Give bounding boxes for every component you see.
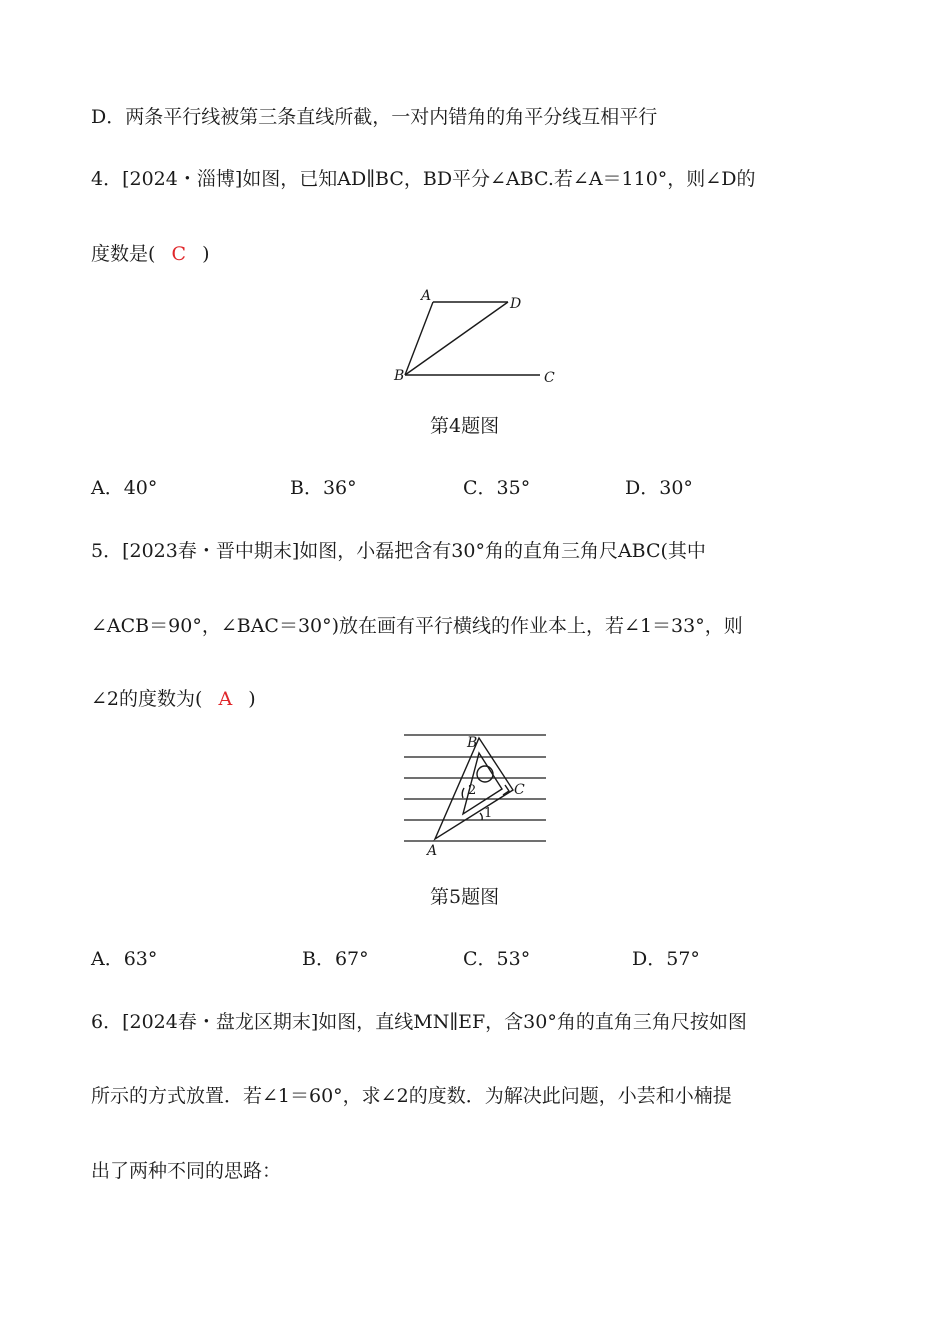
- q5-label-angle2: 2: [468, 783, 477, 798]
- q5-stem-line1: 5．[2023春・晋中期末]如图，小磊把含有30°角的直角三角尺ABC(其中: [91, 540, 706, 562]
- q5-label-b: B: [467, 735, 478, 751]
- q6-stem-line3: 出了两种不同的思路：: [91, 1160, 282, 1182]
- q6-stem-line2: 所示的方式放置．若∠1＝60°，求∠2的度数．为解决此问题，小芸和小楠提: [91, 1085, 732, 1107]
- q5-answer: A: [218, 688, 233, 710]
- q4-stem-line1: 4．[2024・淄博]如图，已知AD∥BC，BD平分∠ABC.若∠A＝110°，则∠D的: [91, 168, 756, 190]
- q4-label-c: C: [544, 370, 555, 386]
- q5-stem-suffix: ): [248, 688, 256, 710]
- q4-segment-bd: [405, 302, 508, 375]
- q4-figure: [385, 285, 575, 390]
- q4-stem-line2: [91, 245, 209, 264]
- q4-label-a: A: [421, 288, 432, 304]
- q5-label-a: A: [427, 843, 438, 859]
- q4-stem-prefix: 度数是(: [91, 243, 156, 265]
- q4-label-b: B: [394, 368, 405, 384]
- q5-angle1-arc: [480, 813, 482, 820]
- q5-option-b: B．67°: [302, 948, 369, 970]
- q4-option-c: C．35°: [463, 477, 531, 499]
- q5-option-d: D．57°: [632, 948, 700, 970]
- q6-stem-line1: 6．[2024春・盘龙区期末]如图，直线MN∥EF，含30°角的直角三角尺按如图: [91, 1011, 747, 1033]
- q4-label-d: D: [510, 296, 522, 312]
- q4-segment-ab: [405, 302, 433, 375]
- q5-caption: 第5题图: [430, 886, 500, 908]
- q4-option-a: A．40°: [91, 477, 158, 499]
- q5-label-angle1: 1: [484, 806, 493, 821]
- q5-stem-line3: [91, 690, 256, 709]
- q4-option-d: D．30°: [625, 477, 693, 499]
- q4-answer: C: [171, 243, 187, 265]
- q4-stem-suffix: ): [202, 243, 210, 265]
- q5-stem-prefix: ∠2的度数为(: [91, 688, 203, 710]
- q4-caption: 第4题图: [430, 415, 500, 437]
- q5-label-c: C: [514, 782, 525, 798]
- q5-stem-line2: ∠ACB＝90°，∠BAC＝30°)放在画有平行横线的作业本上，若∠1＝33°，则: [91, 615, 743, 637]
- q5-triangle-hole: [477, 766, 493, 782]
- q5-option-a: A．63°: [91, 948, 158, 970]
- q5-option-c: C．53°: [463, 948, 531, 970]
- q4-option-b: B．36°: [290, 477, 357, 499]
- q5-figure: [400, 728, 550, 860]
- q3-option-d: D．两条平行线被第三条直线所截，一对内错角的角平分线互相平行: [91, 106, 658, 128]
- q5-angle2-arc: [462, 788, 464, 798]
